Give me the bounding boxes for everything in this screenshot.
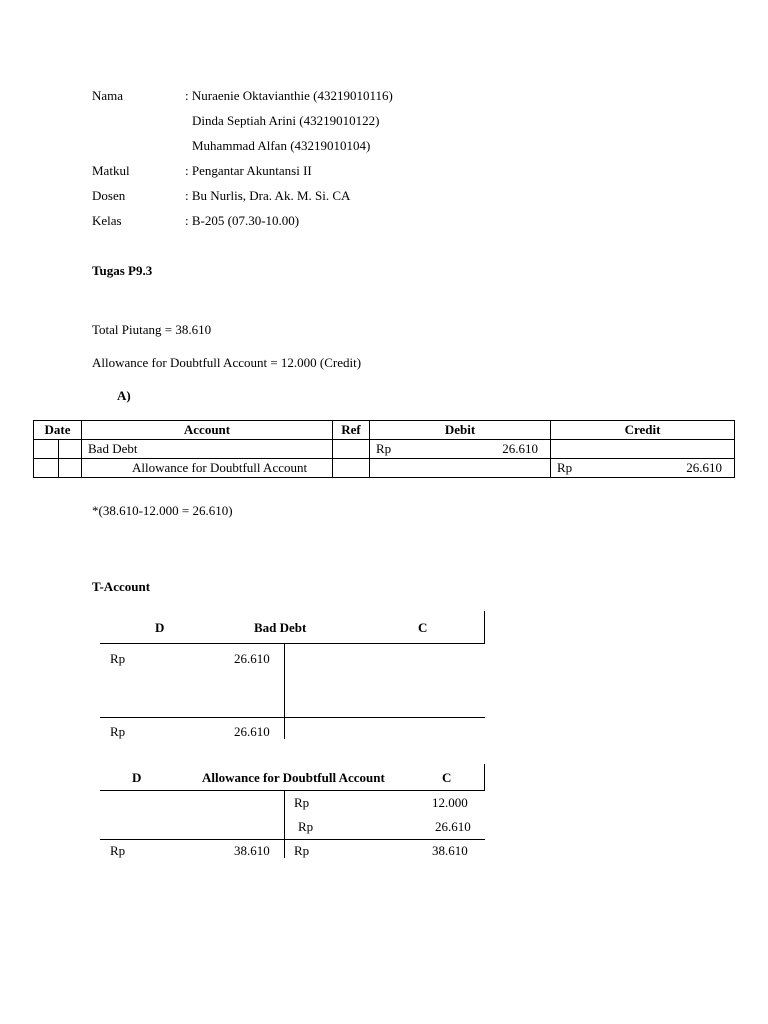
table-row (34, 440, 735, 459)
journal-table (33, 420, 735, 478)
t2-credit1-currency: Rp (294, 795, 310, 810)
dosen-value: : Bu Nurlis, Dra. Ak. M. Si. CA (185, 188, 351, 203)
kelas-label: Kelas (92, 213, 122, 228)
t-account-title: T-Account (92, 579, 151, 594)
date-cell (34, 440, 59, 459)
t1-total-amount: 26.610 (234, 724, 270, 739)
t2-debit-label: D (132, 770, 142, 785)
date-cell (59, 459, 82, 478)
nama-value-1: : Nuraenie Oktavianthie (43219010116) (185, 88, 393, 103)
t2-right-border (484, 764, 485, 791)
ref-cell (333, 440, 370, 459)
t2-credit2-amount: 26.610 (435, 819, 471, 834)
t1-entry-amount: 26.610 (234, 651, 270, 666)
debit-amount: 26.610 (502, 441, 538, 456)
matkul-value: : Pengantar Akuntansi II (185, 163, 312, 178)
date-cell (34, 459, 59, 478)
dosen-label: Dosen (92, 188, 126, 203)
date-header: Date (34, 421, 82, 440)
credit-cell (551, 459, 735, 478)
t2-total-debit-currency: Rp (110, 843, 126, 858)
account-cell: Bad Debt (82, 440, 333, 459)
t2-total-credit-currency: Rp (294, 843, 310, 858)
table-row (34, 459, 735, 478)
t2-center-line (284, 790, 285, 858)
t1-total-currency: Rp (110, 724, 126, 739)
t1-right-border (484, 611, 485, 644)
journal-header-row (34, 421, 735, 440)
t2-total-line (100, 839, 485, 840)
t1-total-line (100, 717, 485, 718)
account-header: Account (82, 421, 333, 440)
allowance-line: Allowance for Doubtfull Account = 12.000 (Credit) (92, 355, 362, 370)
credit-amount: 26.610 (686, 460, 722, 475)
date-cell (59, 440, 82, 459)
matkul-label: Matkul (92, 163, 130, 178)
nama-value-2: Dinda Septiah Arini (43219010122) (192, 113, 380, 128)
kelas-value: : B-205 (07.30-10.00) (185, 213, 300, 228)
account-cell: Allowance for Doubtfull Account (82, 459, 333, 478)
t1-entry-currency: Rp (110, 651, 126, 666)
calculation-note: *(38.610-12.000 = 26.610) (92, 503, 233, 518)
t2-total-debit-amount: 38.610 (234, 843, 270, 858)
t2-account-title: Allowance for Doubtfull Account (202, 770, 385, 785)
nama-label: Nama (92, 88, 124, 103)
t1-top-line (100, 643, 485, 644)
t2-credit1-amount: 12.000 (432, 795, 468, 810)
t1-credit-label: C (418, 620, 428, 635)
ref-header: Ref (333, 421, 370, 440)
credit-currency: Rp (557, 460, 573, 475)
debit-cell (370, 440, 551, 459)
t2-total-credit-amount: 38.610 (432, 843, 468, 858)
t2-credit-label: C (442, 770, 452, 785)
debit-currency: Rp (376, 441, 392, 456)
credit-header: Credit (551, 421, 735, 440)
total-piutang: Total Piutang = 38.610 (92, 322, 212, 337)
t2-credit2-currency: Rp (298, 819, 314, 834)
task-title: Tugas P9.3 (92, 263, 153, 278)
t1-account-title: Bad Debt (254, 620, 307, 635)
nama-value-3: Muhammad Alfan (43219010104) (192, 138, 371, 153)
ref-cell (333, 459, 370, 478)
t1-debit-label: D (155, 620, 165, 635)
t1-center-line (284, 643, 285, 739)
t2-top-line (100, 790, 485, 791)
section-a-label: A) (117, 388, 131, 403)
debit-header: Debit (370, 421, 551, 440)
debit-cell (370, 459, 551, 478)
credit-cell (551, 440, 735, 459)
